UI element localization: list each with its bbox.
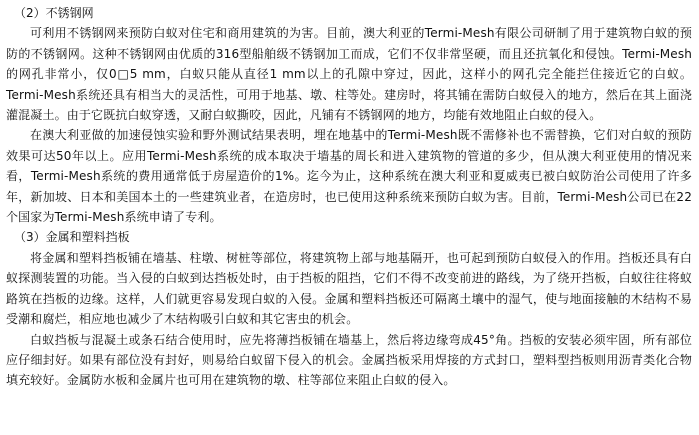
section-metal-plastic-shields bbox=[6, 227, 692, 390]
paragraph: 在澳大利亚做的加速侵蚀实验和野外测试结果表明，埋在地基中的Termi-Mesh既不需修补也不需替换，它们对白蚁的预防效果可达50年以上。应用Termi-Mesh系统的成本取决于墙基的周长和进入建筑物的管道的多少，但从澳大利亚使用的情况来看，Termi-Mesh系统的费用通常低于房屋造价的1%。迄今为止，这种系统在澳大利亚和夏威夷已被白蚁防治公司使用了许多年，新加坡、日本和美国本土的一些建筑业者，在造房时，也已使用这种系统来预防白蚁为害。目前，Termi-Mesh公司已在22个国家为Termi-Mesh系统申请了专利。 bbox=[6, 128, 692, 225]
section-heading: （2）不锈钢网 bbox=[14, 6, 94, 20]
paragraph: 可利用不锈钢网来预防白蚁对住宅和商用建筑的为害。目前，澳大利亚的Termi-Mesh有限公司研制了用于建筑物白蚁的预防的不锈钢网。这种不锈钢网由优质的316型船舶级不锈钢加工而成，它们不仅非常坚硬，而且还抗氧化和侵蚀。Termi-Mesh的网孔非常小，仅0□5 mm，白蚁只能从直径1 mm以上的孔隙中穿过，因此，这样小的网孔完全能拦住接近它的白蚁。Termi-Mesh系统还具有相当大的灵活性，可用于地基、墩、柱等处。建房时，将其铺在需防白蚁侵入的地方，然后在其上面浇灌混凝土。由于它既抗白蚁穿透，又耐白蚁撕咬，因此，凡铺有不锈钢网的地方，均能有效地阻止白蚁的侵入。 bbox=[6, 26, 692, 123]
paragraph: 白蚁挡板与混凝土或条石结合使用时，应先将薄挡板铺在墙基上，然后将边缘弯成45°角。挡板的安装必须牢固，所有部位应仔细封好。如果有部位没有封好，则易给白蚁留下侵入的机会。金属挡板采用焊接的方式封口，塑料型挡板则用沥青类化合物填充较好。金属防水板和金属片也可用在建筑物的墩、柱等部位来阻止白蚁的侵入。 bbox=[6, 332, 692, 388]
document-body bbox=[6, 3, 692, 391]
paragraph: 将金属和塑料挡板铺在墙基、柱墩、树桩等部位，将建筑物上部与地基隔开，也可起到预防白蚁侵入的作用。挡板还具有白蚁探测装置的功能。当入侵的白蚁到达挡板处时，由于挡板的阻挡，它们不得不改变前进的路线，为了绕开挡板，白蚁往往将蚁路筑在挡板的边缘。这样，人们就更容易发现白蚁的入侵。金属和塑料挡板还可隔离土壤中的湿气，使与地面接触的木结构不易受潮和腐烂，相应地也减少了木结构吸引白蚁和其它害虫的机会。 bbox=[6, 250, 692, 327]
section-stainless-steel-mesh bbox=[6, 3, 692, 227]
section-heading: （3）金属和塑料挡板 bbox=[14, 230, 130, 245]
